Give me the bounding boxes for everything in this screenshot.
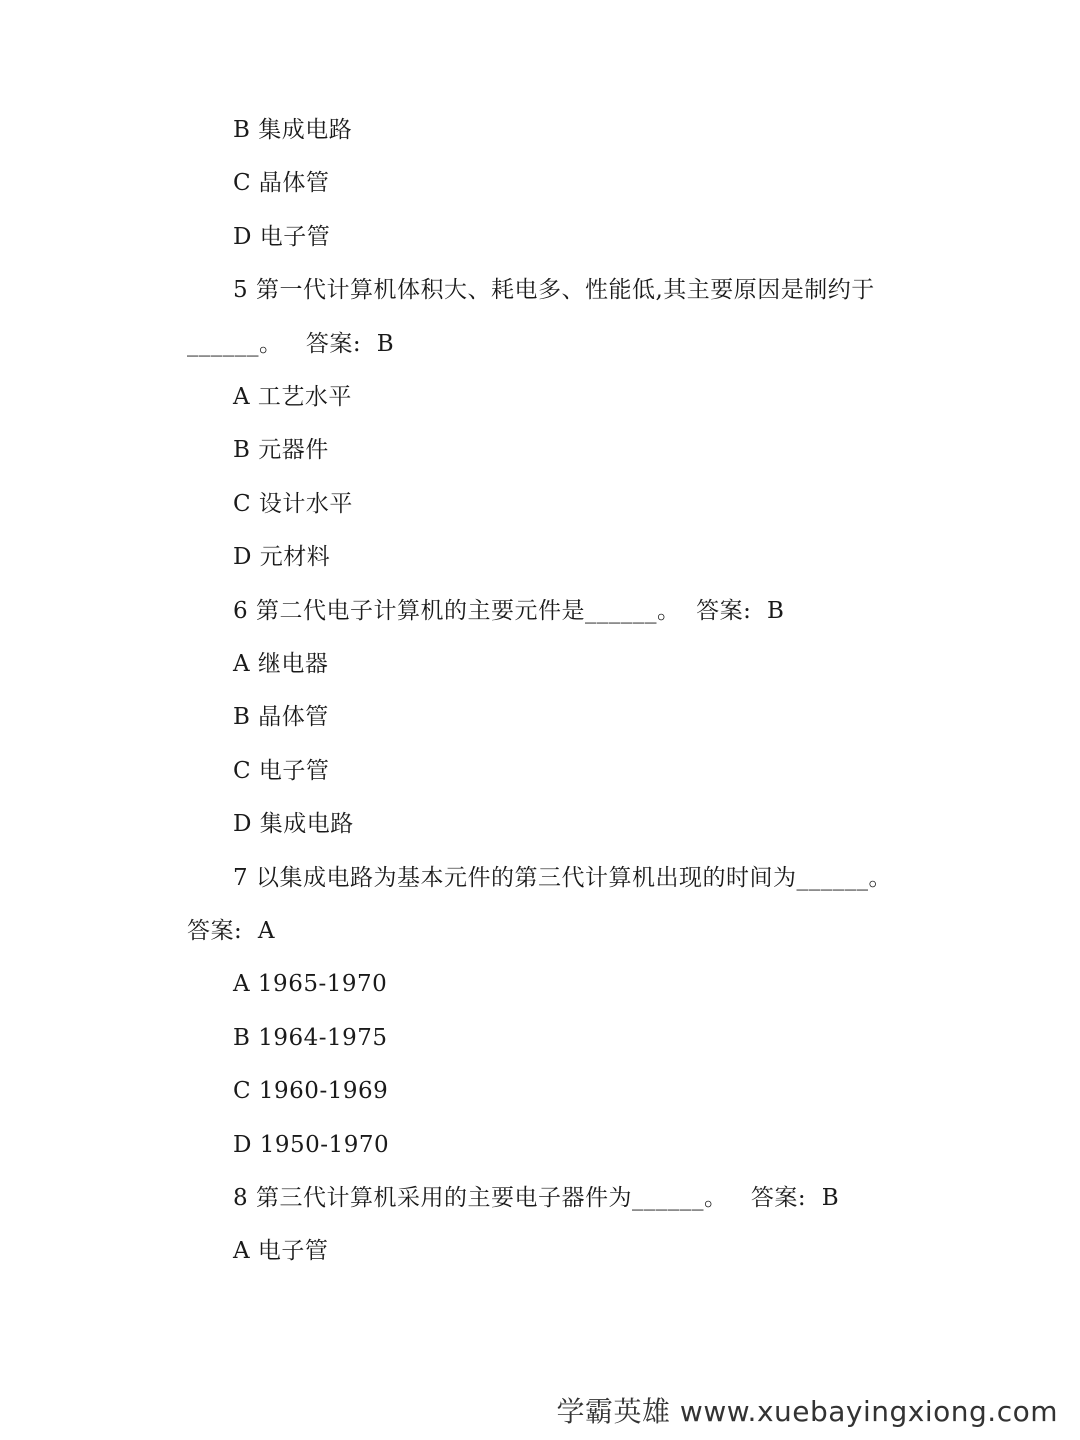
option-6d: D 集成电路 xyxy=(233,811,354,837)
option-5b: B 元器件 xyxy=(233,437,329,463)
option-7b: B 1964-1975 xyxy=(233,1025,388,1051)
option-5d: D 元材料 xyxy=(233,544,331,570)
option-4d: D 电子管 xyxy=(233,224,331,250)
option-6b: B 晶体管 xyxy=(233,704,329,730)
option-8a: A 电子管 xyxy=(233,1238,329,1264)
option-5c: C 设计水平 xyxy=(233,491,353,517)
option-7a: A 1965-1970 xyxy=(233,971,388,997)
option-4c: C 晶体管 xyxy=(233,170,330,196)
question-6: 6 第二代电子计算机的主要元件是______。 答案: B xyxy=(233,598,785,624)
question-7-answer: 答案: A xyxy=(187,918,275,944)
watermark: 学霸英雄 www.xuebayingxiong.com xyxy=(556,1395,1058,1428)
question-5: 5 第一代计算机体积大、耗电多、性能低,其主要原因是制约于 xyxy=(233,277,875,303)
option-6c: C 电子管 xyxy=(233,758,330,784)
option-4b: B 集成电路 xyxy=(233,117,353,143)
question-5-answer: ______。 答案: B xyxy=(187,331,395,357)
option-6a: A 继电器 xyxy=(233,651,329,677)
option-5a: A 工艺水平 xyxy=(233,384,352,410)
option-7d: D 1950-1970 xyxy=(233,1132,390,1158)
question-8: 8 第三代计算机采用的主要电子器件为______。 答案: B xyxy=(233,1185,840,1211)
option-7c: C 1960-1969 xyxy=(233,1078,389,1104)
question-7: 7 以集成电路为基本元件的第三代计算机出现的时间为______。 xyxy=(233,865,892,891)
